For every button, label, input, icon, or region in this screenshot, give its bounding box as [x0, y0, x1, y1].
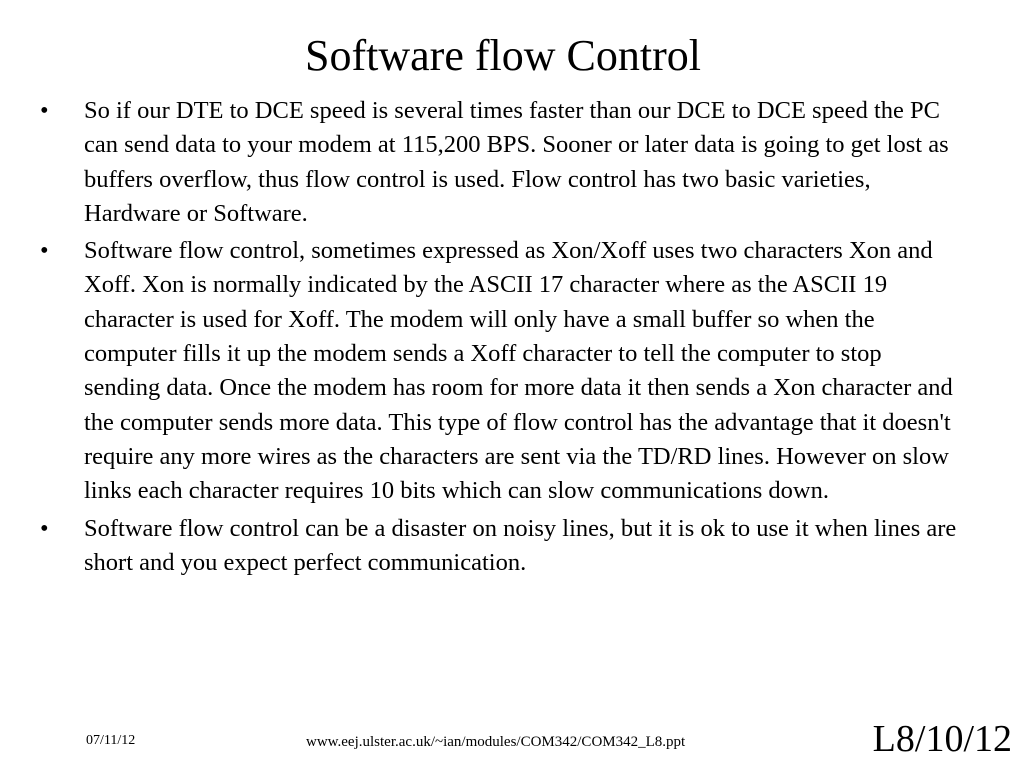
bullet-text: So if our DTE to DCE speed is several times faster than our DCE to DCE speed the PC can send data to your modem at 115,200 BPS. Sooner or later data is going to get lost as buffers overflow, thus flow control is used. Flow control has two basic varieties, Hardware or Software. [84, 97, 949, 227]
slide-number: L8/10/12 [872, 718, 1012, 760]
bullet-icon: • [40, 514, 49, 542]
footer-url: www.eej.ulster.ac.uk/~ian/modules/COM342/COM342_L8.ppt [306, 734, 686, 750]
slide-title: Software flow Control [305, 31, 701, 80]
footer-date: 07/11/12 [86, 733, 136, 748]
bullet-icon: • [40, 97, 49, 124]
bullet-text: Software flow control can be a disaster on noisy lines, but it is ok to use it when lines are short and you expect perfect communication. [84, 514, 957, 576]
bullet-item [40, 234, 960, 508]
bullet-text: Software flow control, sometimes expressed as Xon/Xoff uses two characters Xon and Xoff. Xon is normally indicated by the ASCII 17 character where as the ASCII 19 character is used for Xoff. The modem will only have a small buffer so when the computer fills it up the modem sends a Xoff character to tell the computer to stop sending data. Once the modem has room for more data it then sends a Xon character and the computer sends more data. This type of flow control has the advantage that it doesn't require any more wires as the characters are sent via the TD/RD lines. However on slow links each character requires 10 bits which can slow communications down. [84, 237, 953, 505]
bullet-icon: • [40, 237, 49, 265]
bullet-item [40, 94, 960, 231]
bullet-item [40, 512, 960, 581]
bullet-list [40, 94, 960, 583]
